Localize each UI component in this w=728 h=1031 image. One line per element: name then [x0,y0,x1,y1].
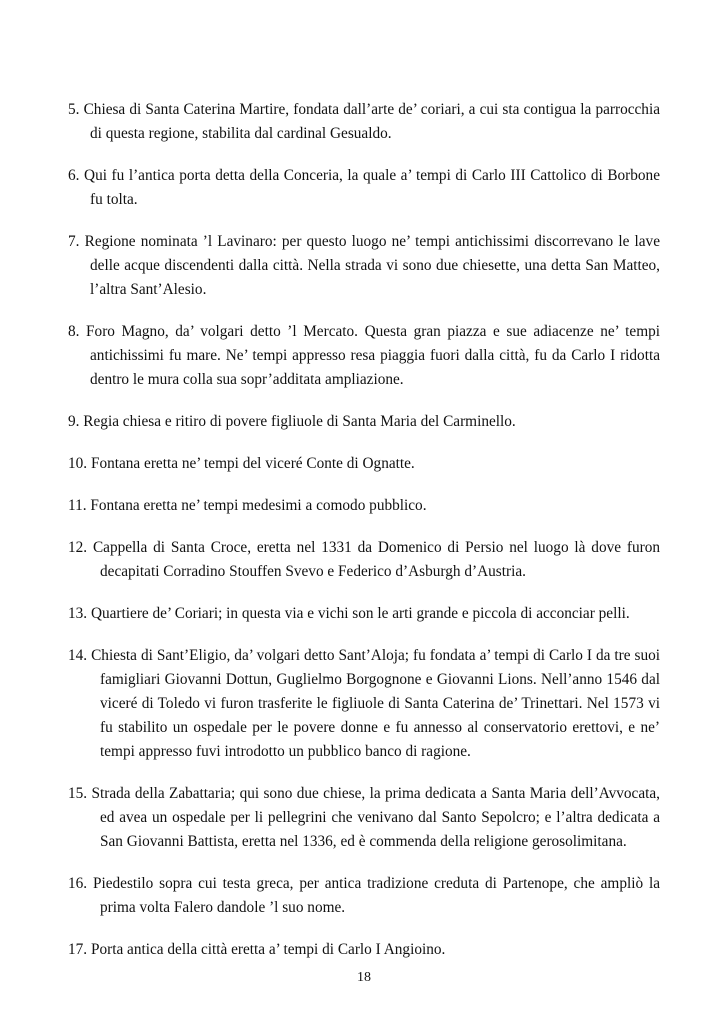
entry-7: 7. Regione nominata ’l Lavinaro: per questo luogo ne’ tempi antichissimi discorrevano le lave delle acque discendenti dalla città. Nella strada vi sono due chiesette, una detta San Matteo, l’altra Sant’Alesio. [68,233,660,298]
entry-6: 6. Qui fu l’antica porta detta della Conceria, la quale a’ tempi di Carlo III Cattolico di Borbone fu tolta. [68,167,660,208]
entry-9: 9. Regia chiesa e ritiro di povere figliuole di Santa Maria del Carminello. [68,413,516,430]
entry-14: 14. Chiesta di Sant’Eligio, da’ volgari detto Sant’Aloja; fu fondata a’ tempi di Carlo I da tre suoi famigliari Giovanni Dottun, Guglielmo Borgognone e Giovanni Lions. Nell’anno 1546 dal viceré di Toledo vi furon trasferite le figliuole di Santa Caterina de’ Trinettari. Nel 1573 vi fu stabilito un ospedale per le povere donne e fu annesso al conservatorio erettovi, e ne’ tempi appresso fuvi introdotto un pubblico banco di ragione. [68,647,660,760]
entry-10: 10. Fontana eretta ne’ tempi del viceré Conte di Ognatte. [68,455,415,472]
entry-5: 5. Chiesa di Santa Caterina Martire, fondata dall’arte de’ coriari, a cui sta contigua la parrocchia di questa regione, stabilita dal cardinal Gesualdo. [68,101,660,142]
entry-11: 11. Fontana eretta ne’ tempi medesimi a comodo pubblico. [68,497,427,514]
entry-15: 15. Strada della Zabattaria; qui sono due chiese, la prima dedicata a Santa Maria dell’Avvocata, ed avea un ospedale per li pellegrini che venivano dal Santo Sepolcro; e l’altra dedicata a San Giovanni Battista, eretta nel 1336, ed è commenda della religione gerosolimitana. [68,785,660,850]
document-body [68,98,660,980]
entry-17: 17. Porta antica della città eretta a’ tempi di Carlo I Angioino. [68,941,446,958]
entry-12: 12. Cappella di Santa Croce, eretta nel 1331 da Domenico di Persio nel luogo là dove furon decapitati Corradino Stouffen Svevo e Federico d’Asburgh d’Austria. [68,539,660,580]
entry-13: 13. Quartiere de’ Coriari; in questa via e vichi son le arti grande e piccola di acconciar pelli. [68,605,630,622]
entry-16: 16. Piedestilo sopra cui testa greca, per antica tradizione creduta di Partenope, che ampliò la prima volta Falero dandole ’l suo nome. [68,875,660,916]
page-number: 18 [357,970,371,985]
entry-8: 8. Foro Magno, da’ volgari detto ’l Mercato. Questa gran piazza e sue adiacenze ne’ tempi antichissimi fu mare. Ne’ tempi appresso resa piaggia fuori dalla città, fu da Carlo I ridotta dentro le mura colla sua sopr’additata ampliazione. [68,323,660,388]
